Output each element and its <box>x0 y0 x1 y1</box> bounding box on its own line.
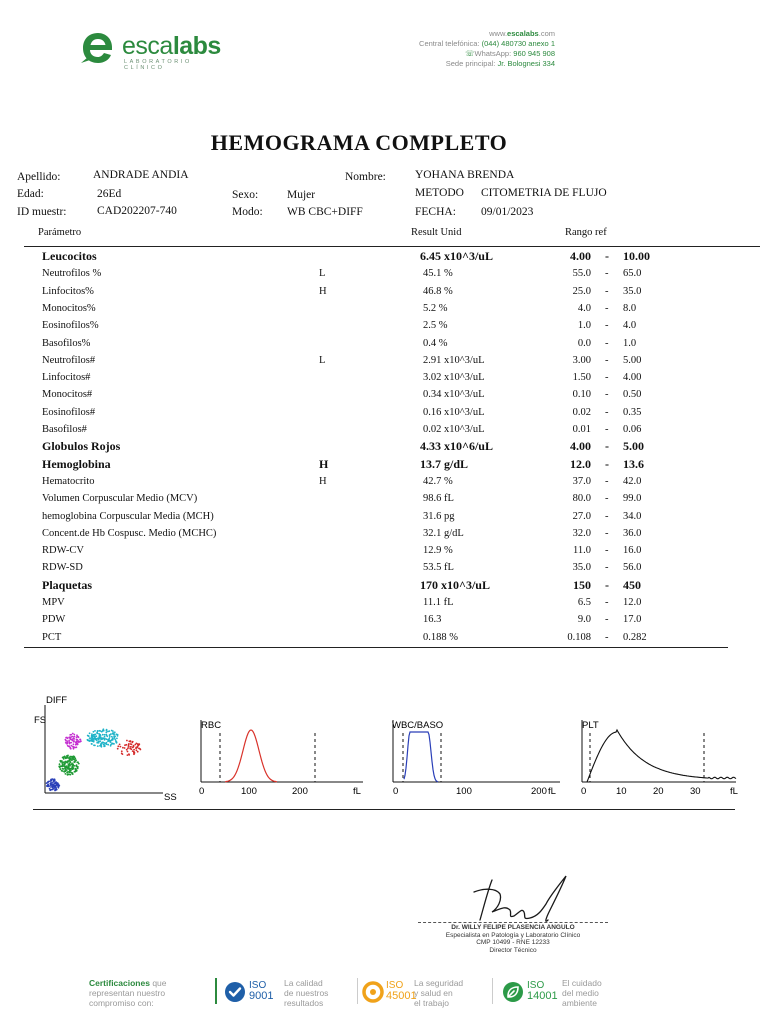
plt-unit: fL <box>730 786 738 797</box>
result-cell: 0.34 x10^3/uL <box>423 389 485 401</box>
range-low-cell: 150 <box>573 577 591 592</box>
table-row <box>0 629 768 646</box>
whatsapp-icon: ☏ <box>465 49 475 58</box>
param-name: Neutrofilos % <box>42 268 102 280</box>
table-row <box>0 386 768 403</box>
range-high-cell: 17.0 <box>623 614 642 626</box>
param-name: Neutrofilos# <box>42 354 96 366</box>
column-header-result: Result Unid <box>411 227 462 238</box>
id-value: CAD202207-740 <box>97 205 177 217</box>
range-dash-cell: - <box>605 249 609 263</box>
range-high-cell: 0.282 <box>623 631 647 643</box>
range-high-cell: 56.0 <box>623 562 642 574</box>
range-low-cell: 4.00 <box>570 249 591 263</box>
range-low-cell: 32.0 <box>572 527 591 539</box>
range-low-cell: 1.0 <box>577 320 591 332</box>
range-dash-cell: - <box>605 545 609 557</box>
column-header-range: Rango ref <box>565 227 607 238</box>
diff-chart-ylabel: FS <box>34 715 47 726</box>
table-row <box>0 577 768 594</box>
param-name: Monocitos# <box>42 389 93 401</box>
iso-14001-label: ISO 14001 <box>527 980 558 1002</box>
nombre-label: Nombre: <box>345 171 386 183</box>
iso-45001-text: La seguridad y salud en el trabajo <box>414 978 464 1008</box>
range-high-cell: 10.00 <box>623 249 650 263</box>
range-low-cell: 0.10 <box>572 389 591 401</box>
leaf-icon <box>502 981 524 1003</box>
doctor-role: Director Técnico <box>489 946 537 954</box>
table-top-rule <box>24 246 760 247</box>
table-row <box>0 300 768 317</box>
apellido-value: ANDRADE ANDIA <box>93 169 189 181</box>
nombre-value: YOHANA BRENDA <box>415 169 515 181</box>
table-row <box>0 438 768 455</box>
result-cell: 4.33 x10^6/uL <box>420 439 493 454</box>
apellido-label: Apellido: <box>17 171 61 183</box>
doctor-name: Dr. WILLY FELIPE PLASENCIA ANGULO <box>451 924 575 931</box>
edad-label: Edad: <box>17 188 44 200</box>
range-high-cell: 65.0 <box>623 268 642 280</box>
table-row <box>0 611 768 628</box>
range-low-cell: 37.0 <box>572 475 591 487</box>
range-dash-cell: - <box>605 475 609 487</box>
brand-name: escalabs <box>122 32 221 60</box>
fecha-value: 09/01/2023 <box>481 206 534 218</box>
range-low-cell: 3.00 <box>572 354 591 366</box>
iso-14001-text: El cuidado del medio ambiente <box>562 978 602 1008</box>
flag-cell: H <box>319 456 329 471</box>
range-low-cell: 27.0 <box>572 510 591 522</box>
range-high-cell: 16.0 <box>623 545 642 557</box>
diff-scatter-chart <box>33 693 177 803</box>
charts-bottom-rule <box>33 809 735 810</box>
iso-45001 <box>362 978 492 1008</box>
range-high-cell: 0.06 <box>623 424 642 435</box>
range-dash-cell: - <box>605 562 609 574</box>
rbc-curve <box>225 730 277 782</box>
column-header-param: Parámetro <box>38 227 82 238</box>
range-low-cell: 9.0 <box>577 614 591 626</box>
escalabs-e-logo-icon <box>80 30 116 66</box>
result-cell: 46.8 % <box>423 285 453 297</box>
wbc-chart-title: WBC/BASO <box>392 720 444 731</box>
contact-hq: Sede principal: Jr. Bolognesi 334 <box>445 59 555 68</box>
flag-cell: H <box>319 475 327 487</box>
range-dash-cell: - <box>605 268 609 280</box>
table-row <box>0 352 768 369</box>
table-bottom-rule <box>24 647 728 648</box>
contact-whatsapp: ☏WhatsApp: 960 945 908 <box>465 49 555 58</box>
range-low-cell: 1.50 <box>572 372 591 384</box>
param-name: MPV <box>42 597 65 608</box>
sexo-value: Mujer <box>287 189 316 201</box>
range-low-cell: 25.0 <box>572 285 591 297</box>
range-high-cell: 0.50 <box>623 389 642 401</box>
param-name: Linfocitos% <box>42 285 94 297</box>
range-low-cell: 35.0 <box>572 562 591 574</box>
result-cell: 11.1 fL <box>423 597 454 608</box>
iso-9001-text: La calidad de nuestros resultados <box>284 978 329 1008</box>
result-cell: 31.6 pg <box>423 510 455 522</box>
param-name: PCT <box>42 631 62 643</box>
handwritten-signature <box>462 868 572 928</box>
contact-info <box>400 29 555 69</box>
param-name: Plaquetas <box>42 577 93 592</box>
range-low-cell: 0.0 <box>577 337 591 349</box>
diff-chart-title: DIFF <box>46 695 68 706</box>
brand-logo <box>80 28 230 70</box>
result-cell: 170 x10^3/uL <box>420 577 490 592</box>
metodo-value: CITOMETRIA DE FLUJO <box>481 187 607 199</box>
range-dash-cell: - <box>605 631 609 643</box>
range-low-cell: 12.0 <box>570 456 591 471</box>
plt-chart-title: PLT <box>582 720 599 731</box>
table-row <box>0 404 768 421</box>
rbc-tick-200: 200 <box>292 786 308 797</box>
range-dash-cell: - <box>605 389 609 401</box>
range-high-cell: 5.00 <box>623 354 642 366</box>
plt-tick-20: 20 <box>653 786 664 797</box>
plt-tick-30: 30 <box>690 786 701 797</box>
result-cell: 5.2 % <box>423 302 448 314</box>
result-cell: 13.7 g/dL <box>420 456 469 471</box>
range-high-cell: 99.0 <box>623 493 642 505</box>
range-dash-cell: - <box>605 493 609 505</box>
result-cell: 3.02 x10^3/uL <box>423 372 485 384</box>
diff-scatter-dots <box>46 728 142 791</box>
range-high-cell: 13.6 <box>623 456 644 471</box>
range-low-cell: 11.0 <box>573 545 591 557</box>
wbc-tick-200: 200 <box>531 786 547 797</box>
range-low-cell: 80.0 <box>572 493 591 505</box>
range-dash-cell: - <box>605 510 609 522</box>
table-row <box>0 369 768 386</box>
certifications-intro: Certificaciones que representan nuestro compromiso con: <box>89 978 167 1008</box>
param-name: Globulos Rojos <box>42 439 121 454</box>
plt-tick-0: 0 <box>581 786 587 797</box>
range-dash-cell: - <box>605 320 609 332</box>
result-cell: 16.3 <box>423 614 442 626</box>
result-cell: 45.1 % <box>423 268 453 280</box>
param-name: Eosinofilos# <box>42 406 96 418</box>
range-high-cell: 1.0 <box>623 337 637 349</box>
param-name: RDW-SD <box>42 562 83 574</box>
range-low-cell: 6.5 <box>577 597 591 608</box>
plt-tick-10: 10 <box>616 786 627 797</box>
flag-cell: L <box>319 354 326 366</box>
range-dash-cell: - <box>605 456 609 471</box>
brand-subtitle: LABORATORIO CLÍNICO <box>124 59 192 71</box>
result-cell: 42.7 % <box>423 475 453 487</box>
range-dash-cell: - <box>605 527 609 539</box>
table-row <box>0 559 768 576</box>
param-name: PDW <box>42 614 66 626</box>
range-dash-cell: - <box>605 372 609 384</box>
range-dash-cell: - <box>605 597 609 608</box>
contact-web: www.escalabs.com <box>489 29 555 38</box>
range-dash-cell: - <box>605 439 609 454</box>
range-high-cell: 35.0 <box>623 285 642 297</box>
param-name: Monocitos% <box>42 302 96 314</box>
param-name: Eosinofilos% <box>42 320 99 332</box>
doctor-registry: CMP 10499 - RNE 12233 <box>476 939 550 946</box>
iso-9001-label: ISO 9001 <box>249 980 274 1002</box>
range-dash-cell: - <box>605 577 609 592</box>
sexo-label: Sexo: <box>232 189 259 201</box>
footer-divider-2 <box>357 978 358 1004</box>
rbc-tick-100: 100 <box>241 786 257 797</box>
table-row <box>0 490 768 507</box>
footer-divider-1 <box>215 978 217 1004</box>
table-row <box>0 525 768 542</box>
check-badge-icon <box>224 981 246 1003</box>
modo-value: WB CBC+DIFF <box>287 206 363 218</box>
param-name: Concent.de Hb Cospusc. Medio (MCHC) <box>42 527 217 539</box>
wbc-curve <box>404 732 438 782</box>
range-high-cell: 36.0 <box>623 527 642 539</box>
rbc-chart-title: RBC <box>201 720 222 731</box>
table-row <box>0 283 768 300</box>
range-low-cell: 4.0 <box>577 302 591 314</box>
fecha-label: FECHA: <box>415 206 456 218</box>
result-cell: 0.16 x10^3/uL <box>423 406 485 418</box>
wbc-tick-100: 100 <box>456 786 472 797</box>
metodo-label: METODO <box>415 187 464 199</box>
diff-chart-xlabel: SS <box>164 792 177 803</box>
footer-divider-3 <box>492 978 493 1004</box>
table-row <box>0 265 768 282</box>
range-low-cell: 0.02 <box>572 406 591 418</box>
result-cell: 0.188 % <box>423 631 458 643</box>
table-row <box>0 421 768 438</box>
param-name: Hematocrito <box>42 475 95 487</box>
param-name: Basofilos% <box>42 337 91 349</box>
iso-9001 <box>222 978 352 1008</box>
flag-cell: H <box>319 285 327 297</box>
table-row <box>0 594 768 611</box>
range-low-cell: 0.108 <box>567 631 591 643</box>
signature-line <box>418 922 608 923</box>
param-name: Hemoglobina <box>42 456 111 471</box>
range-high-cell: 8.0 <box>623 302 637 314</box>
param-name: Basofilos# <box>42 424 87 435</box>
rbc-tick-0: 0 <box>199 786 205 797</box>
table-row <box>0 335 768 352</box>
result-cell: 53.5 fL <box>423 562 454 574</box>
param-name: RDW-CV <box>42 545 84 557</box>
result-cell: 0.4 % <box>423 337 448 349</box>
result-cell: 32.1 g/dL <box>423 527 464 539</box>
range-high-cell: 4.0 <box>623 320 637 332</box>
signature-block <box>408 924 618 954</box>
range-high-cell: 42.0 <box>623 475 642 487</box>
range-high-cell: 0.35 <box>623 406 642 418</box>
range-dash-cell: - <box>605 285 609 297</box>
table-row <box>0 248 768 265</box>
range-dash-cell: - <box>605 354 609 366</box>
table-row <box>0 456 768 473</box>
result-cell: 2.5 % <box>423 320 448 332</box>
plt-curve <box>587 730 736 782</box>
rbc-unit: fL <box>353 786 361 797</box>
iso-14001 <box>500 978 630 1008</box>
param-name: Linfocitos# <box>42 372 91 384</box>
table-row <box>0 317 768 334</box>
edad-value: 26Ed <box>97 188 122 200</box>
table-row <box>0 542 768 559</box>
range-low-cell: 55.0 <box>572 268 591 280</box>
param-name: Leucocitos <box>42 249 97 263</box>
wbc-tick-0: 0 <box>393 786 399 797</box>
result-cell: 2.91 x10^3/uL <box>423 354 485 366</box>
table-row <box>0 473 768 490</box>
range-dash-cell: - <box>605 424 609 435</box>
page-title: HEMOGRAMA COMPLETO <box>210 130 508 155</box>
range-low-cell: 0.01 <box>572 424 591 435</box>
doctor-specialty: Especialista en Patología y Laboratorio Clínico <box>445 931 581 939</box>
range-dash-cell: - <box>605 302 609 314</box>
range-high-cell: 450 <box>623 577 641 592</box>
result-cell: 12.9 % <box>423 545 453 557</box>
range-dash-cell: - <box>605 614 609 626</box>
param-name: Volumen Corpuscular Medio (MCV) <box>42 493 198 505</box>
range-high-cell: 4.00 <box>623 372 642 384</box>
id-label: ID muestr: <box>17 206 67 218</box>
result-cell: 6.45 x10^3/uL <box>420 249 493 263</box>
table-row <box>0 508 768 525</box>
wbc-unit: fL <box>548 786 556 797</box>
safety-ring-icon <box>362 981 384 1003</box>
iso-45001-label: ISO 45001 <box>386 980 417 1002</box>
range-dash-cell: - <box>605 406 609 418</box>
range-low-cell: 4.00 <box>570 439 591 454</box>
result-cell: 98.6 fL <box>423 493 454 505</box>
param-name: hemoglobina Corpuscular Media (MCH) <box>42 510 214 522</box>
range-high-cell: 34.0 <box>623 510 642 522</box>
range-high-cell: 5.00 <box>623 439 644 454</box>
range-dash-cell: - <box>605 337 609 349</box>
range-high-cell: 12.0 <box>623 597 642 608</box>
flag-cell: L <box>319 268 326 280</box>
contact-phone: Central telefónica: (044) 480730 anexo 1 <box>419 39 555 48</box>
modo-label: Modo: <box>232 206 263 218</box>
result-cell: 0.02 x10^3/uL <box>423 424 485 435</box>
